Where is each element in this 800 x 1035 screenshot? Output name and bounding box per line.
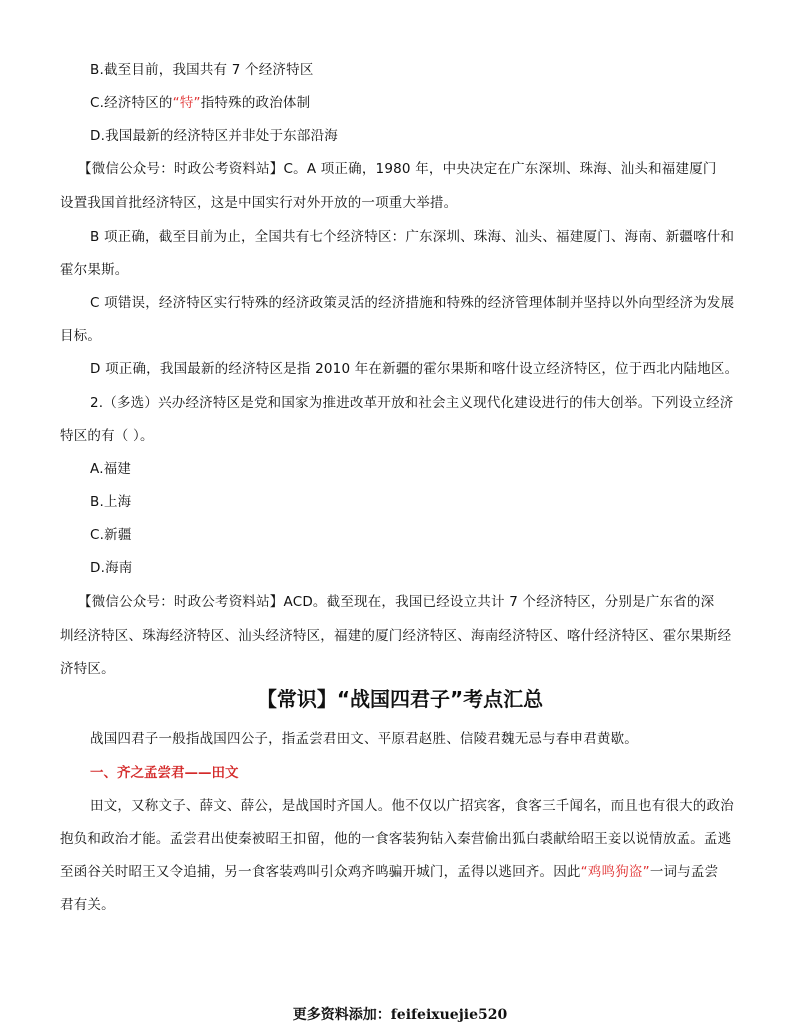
q2-answer-line3: 济特区。 <box>60 661 115 677</box>
section-p1-line3-post: 一词与孟尝 <box>649 864 719 880</box>
q1-answer-line1: 【微信公众号：时政公考资料站】C。A 项正确，1980 年，中央决定在广东深圳、珠海、汕头和福建厦门 <box>78 161 717 177</box>
q1-b-line1: B 项正确，截至目前为止，全国共有七个经济特区：广东深圳、珠海、汕头、福建厦门、海南、新疆喀什和 <box>90 229 735 245</box>
q1-c-line1: C 项错误，经济特区实行特殊的经济政策灵活的经济措施和特殊的经济管理体制并坚持以外向型经济为发展 <box>90 295 735 311</box>
q2-answer-line1: 【微信公众号：时政公考资料站】ACD。截至现在，我国已经设立共计 7 个经济特区，分别是广东省的深 <box>78 594 715 610</box>
q2-option-d: D.海南 <box>90 560 133 576</box>
section-p1-line3-highlight: “鸡鸣狗盗” <box>580 864 650 880</box>
q1-option-c-highlight: “特” <box>172 95 201 111</box>
q1-answer-line2: 设置我国首批经济特区，这是中国实行对外开放的一项重大举措。 <box>60 195 458 211</box>
section-p1-line1: 田文，又称文子、薛文、薛公，是战国时齐国人。他不仅以广招宾客，食客三千闻名，而且也有很大的政治 <box>90 798 734 814</box>
q1-option-b: B.截至目前，我国共有 7 个经济特区 <box>90 62 314 78</box>
q2-option-c: C.新疆 <box>90 527 132 543</box>
section-sub-heading: 一、齐之孟尝君——田文 <box>90 765 239 781</box>
q2-option-b: B.上海 <box>90 494 132 510</box>
q1-option-d: D.我国最新的经济特区并非处于东部沿海 <box>90 128 338 144</box>
q1-d-line1: D 项正确，我国最新的经济特区是指 2010 年在新疆的霍尔果斯和喀什设立经济特区，位于西北内陆地区。 <box>90 361 739 377</box>
section-intro: 战国四君子一般指战国四公子，指孟尝君田文、平原君赵胜、信陵君魏无忌与春申君黄歇。 <box>90 731 638 747</box>
section-p1-line3 <box>60 862 750 882</box>
q2-stem-line2: 特区的有（ ）。 <box>60 428 154 444</box>
q1-b-line2: 霍尔果斯。 <box>60 262 129 278</box>
section-p1-line2: 抱负和政治才能。孟尝君出使秦被昭王扣留，他的一食客装狗钻入秦营偷出狐白裘献给昭王妾以说情放孟。孟逃 <box>60 831 732 847</box>
q2-option-a: A.福建 <box>90 461 132 477</box>
q2-stem-line1: 2.（多选）兴办经济特区是党和国家为推进改革开放和社会主义现代化建设进行的伟大创举。下列设立经济 <box>90 395 734 411</box>
q1-option-c-pre: C.经济特区的 <box>90 95 173 111</box>
section-p1-line3-pre: 至函谷关时昭王又令追捕，另一食客装鸡叫引众鸡齐鸣骗开城门，孟得以逃回齐。因此 <box>60 864 581 880</box>
q2-answer-line2: 圳经济特区、珠海经济特区、汕头经济特区，福建的厦门经济特区、海南经济特区、喀什经济特区、霍尔果斯经 <box>60 628 732 644</box>
section-title: 【常识】“战国四君子”考点汇总 <box>256 687 544 711</box>
q1-c-line2: 目标。 <box>60 328 102 344</box>
q1-option-c-post: 指特殊的政治体制 <box>200 95 311 111</box>
q1-option-c <box>90 93 750 113</box>
footer-contact: 更多资料添加：feifeixuejie520 <box>292 1007 508 1023</box>
section-p1-line4: 君有关。 <box>60 897 115 913</box>
